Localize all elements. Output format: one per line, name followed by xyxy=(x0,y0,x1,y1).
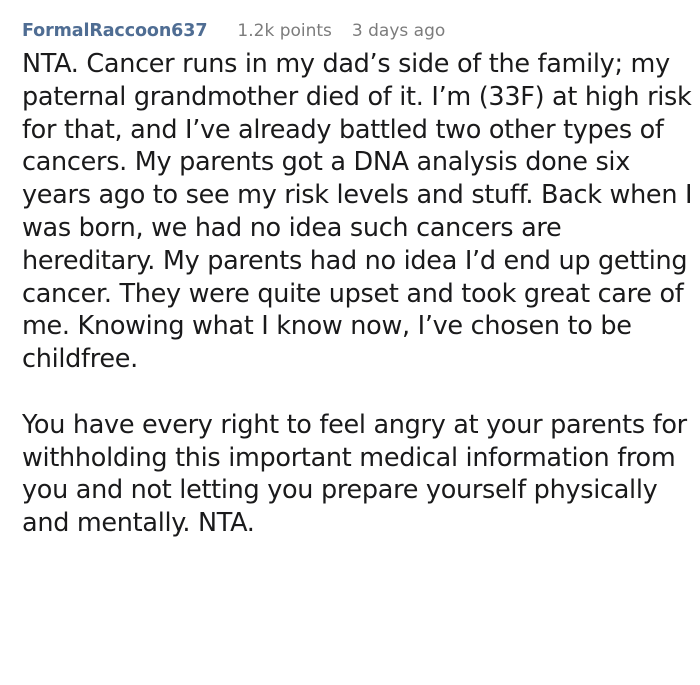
username-link[interactable]: FormalRaccoon637 xyxy=(22,21,208,41)
comment-paragraph: NTA. Cancer runs in my dad’s side of the family; my paternal grandmother died of it. I’m (33F) at high risk for that, and I’ve already battled two other types of cancers. My parents got a DNA analysis done six years ago to see my risk levels and stuff. Back when I was born, we had no idea such cancers are hereditary. My parents had no idea I’d end up getting cancer. They were quite upset and took great care of me. Knowing what I know now, I’ve chosen to be childfree. xyxy=(22,49,693,375)
comment-body xyxy=(22,48,694,540)
comment-paragraph: You have every right to feel angry at your parents for withholding this important medical information from you and not letting you prepare yourself physically and mentally. NTA. xyxy=(22,409,687,539)
points-count: 1.2k points xyxy=(237,21,332,41)
comment-timestamp[interactable]: 3 days ago xyxy=(351,21,446,41)
comment-meta xyxy=(22,20,445,42)
